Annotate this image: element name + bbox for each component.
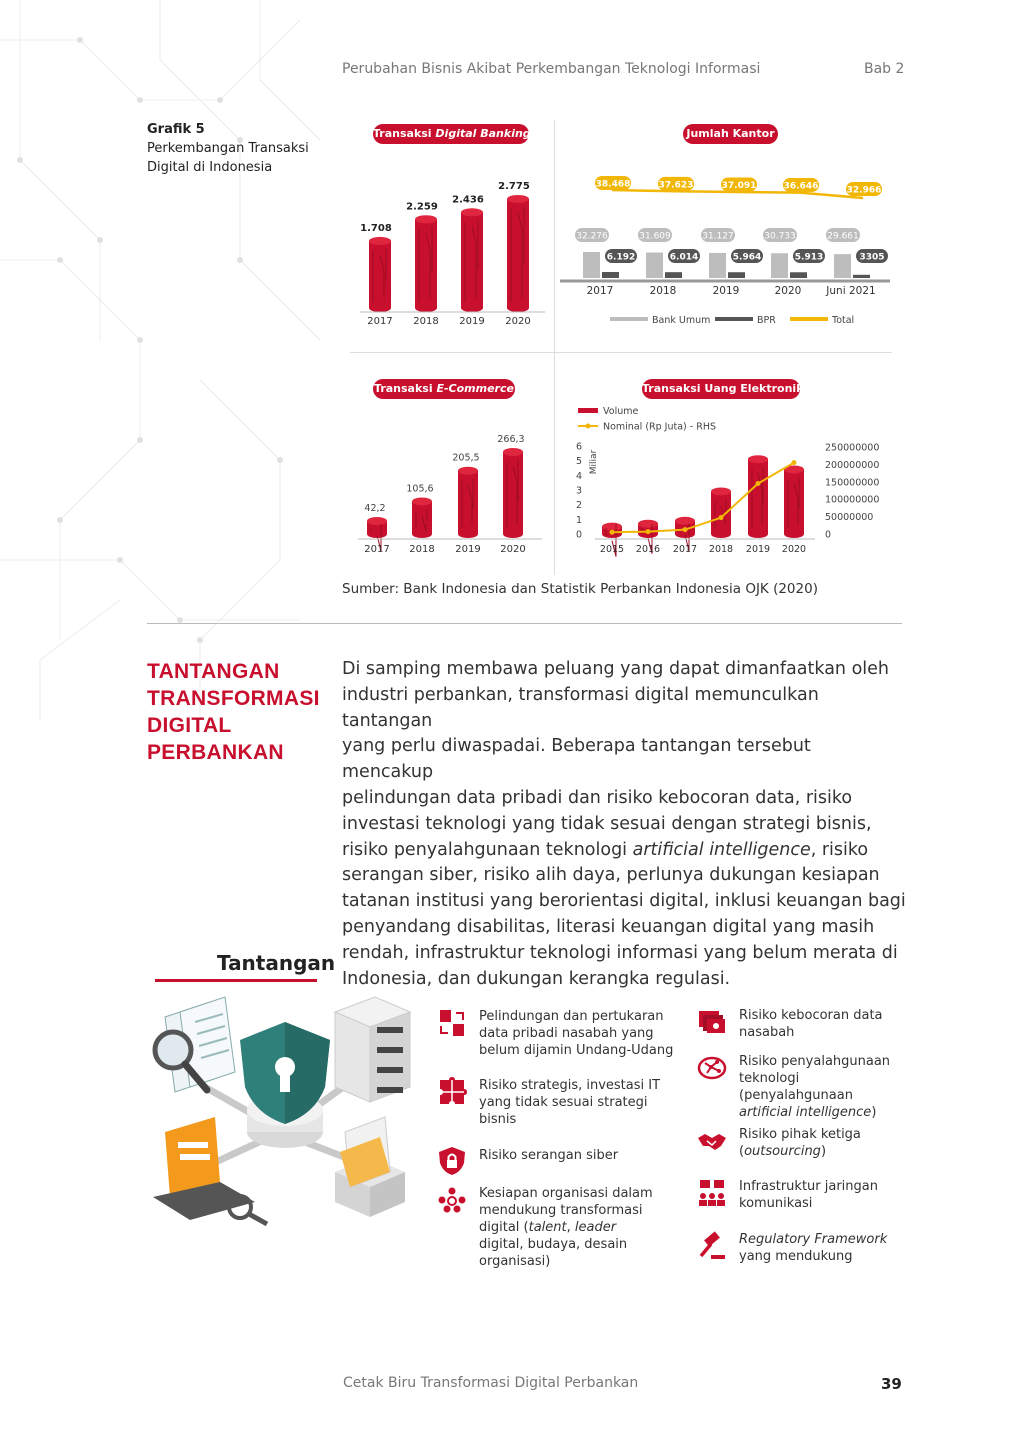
bar-top [461, 208, 483, 216]
challenge-item [437, 1185, 687, 1269]
data-label: 105,6 [406, 483, 434, 495]
bar [711, 487, 731, 538]
bar-bottom [369, 304, 391, 312]
body-line [342, 838, 907, 864]
x-tick-label: 2017 [367, 316, 393, 327]
data-label-bpr: 5.913 [794, 252, 824, 263]
chart-title-italic: Digital Banking [435, 127, 531, 140]
data-label-total: 37.623 [658, 180, 694, 191]
data-label-bpr: 5.964 [732, 252, 762, 263]
bar-bank-umum [834, 254, 851, 278]
bar [503, 448, 523, 538]
challenges-heading-underline [155, 979, 317, 982]
gavel-icon [697, 1231, 727, 1261]
bar [461, 208, 483, 312]
challenge-text: Risiko strategis, investasi IT yang tidak sesuai strategi bisnis [479, 1078, 661, 1127]
legend-label: BPR [757, 315, 776, 326]
body-text-span: , risiko [810, 839, 869, 860]
bar-top [711, 487, 731, 495]
y-tick-label-right: 0 [825, 529, 832, 541]
challenge-text: Risiko kebocoran data nasabah [739, 1008, 883, 1040]
bar-bottom [748, 530, 768, 538]
legend-swatch [610, 317, 648, 321]
bar [415, 215, 437, 312]
data-label-bank-umum: 30.733 [764, 231, 796, 242]
bar-top [675, 517, 695, 525]
text-span: , [566, 1220, 575, 1235]
data-label-total: 32.966 [846, 185, 882, 196]
chart-jumlah-kantor [560, 150, 895, 335]
bar-body [748, 459, 768, 534]
text-span: ) [871, 1105, 877, 1120]
chart-title-uang-elektronik: Transaksi Uang Elektronik [642, 379, 800, 399]
chart-ecommerce [350, 400, 550, 560]
section-title-line: DIGITAL [147, 714, 232, 737]
text-span: Risiko pihak ketiga ( [739, 1127, 861, 1159]
nominal-point [610, 530, 615, 535]
document-search-icon [155, 997, 235, 1092]
security-illustration [145, 992, 420, 1237]
bar-bottom [711, 530, 731, 538]
bar-top [602, 523, 622, 531]
data-label-bank-umum: 31.609 [639, 231, 671, 242]
bar [748, 455, 768, 538]
shield-lock-icon [437, 1146, 467, 1176]
x-tick-label: 2017 [672, 544, 698, 555]
challenge-item [697, 1053, 912, 1120]
data-label-total: 37.091 [721, 181, 757, 192]
figure-source: Sumber: Bank Indonesia dan Statistik Perbankan Indonesia OJK (2020) [342, 581, 818, 597]
bar [784, 465, 804, 538]
bar-bpr [602, 272, 619, 278]
chart-title-text: Transaksi [373, 127, 436, 140]
data-label: 42,2 [364, 503, 386, 515]
bar [458, 467, 478, 538]
chapter-label: Bab 2 [864, 61, 905, 77]
chart-title-text: Transaksi [374, 382, 437, 395]
bar-bottom [458, 530, 478, 538]
legend-swatch [715, 317, 753, 321]
body-line: pelindungan data pribadi dan risiko kebocoran data, risiko [342, 787, 853, 808]
y-tick-label-left: 5 [575, 456, 582, 468]
x-tick-label: 2017 [364, 544, 390, 555]
bar-bottom [461, 304, 483, 312]
y-tick-label-left: 0 [575, 529, 582, 541]
challenge-item [697, 1178, 912, 1218]
data-label: 266,3 [497, 434, 525, 445]
y-tick-label-right: 150000000 [825, 477, 880, 489]
body-line: serangan siber, risiko alih daya, perlunya dukungan kesiapan [342, 865, 880, 886]
nominal-point [719, 515, 724, 520]
bar-bpr [790, 272, 807, 278]
y-tick-label-left: 2 [575, 500, 582, 512]
text-italic: outsourcing [744, 1144, 821, 1159]
chart-title-italic: E-Commerce [436, 382, 514, 395]
chart-title-digital-banking [373, 124, 529, 144]
data-label: 2.436 [452, 194, 484, 206]
data-label-bank-umum: 31.127 [702, 231, 734, 242]
figure-caption [147, 120, 322, 177]
team-icon [437, 1185, 467, 1215]
y-axis-label: Miliar [589, 449, 599, 475]
challenge-item [697, 1231, 912, 1271]
bar-top [458, 467, 478, 475]
bar-bottom [412, 530, 432, 538]
text-span: digital, budaya, desain organisasi) [479, 1237, 628, 1269]
bar-bottom [415, 304, 437, 312]
section-title-line: TRANSFORMASI [147, 687, 320, 710]
chart-divider-horizontal [350, 352, 892, 353]
x-tick-label: Juni 2021 [826, 285, 876, 297]
x-tick-label: 2019 [745, 544, 771, 555]
bar-top [638, 520, 658, 528]
x-tick-label: 2020 [505, 316, 531, 327]
bar-top [369, 237, 391, 245]
footer-book-title: Cetak Biru Transformasi Digital Perbankan [343, 1375, 639, 1391]
text-italic: artificial intelligence [739, 1105, 872, 1120]
data-label-bpr: 3305 [859, 252, 885, 263]
x-tick-label: 2019 [712, 285, 740, 297]
x-tick-label: 2017 [586, 285, 614, 297]
chart-title-jumlah-kantor: Jumlah Kantor [683, 124, 778, 144]
y-tick-label-left: 6 [575, 441, 582, 453]
text-span: yang mendukung [739, 1249, 853, 1264]
challenge-text: Risiko serangan siber [479, 1148, 619, 1163]
text-span: Risiko penyalahgunaan teknologi (penyalahgunaan [739, 1054, 891, 1103]
challenge-text [739, 1053, 909, 1121]
bar-bottom [503, 530, 523, 538]
bar-bank-umum [709, 253, 726, 278]
data-label: 2.775 [498, 180, 530, 192]
bar-body [711, 491, 731, 534]
body-line: penyandang disabilitas, literasi keuangan digital yang masih [342, 916, 875, 937]
y-tick-label-left: 3 [575, 485, 582, 497]
nominal-point [683, 527, 688, 532]
ai-brain-icon [697, 1053, 727, 1083]
data-label: 1.708 [360, 222, 392, 234]
challenge-item [437, 1146, 687, 1176]
bar [507, 195, 529, 312]
figure-caption-text: Perkembangan Transaksi Digital di Indonesia [147, 141, 309, 175]
legend-marker [586, 424, 591, 429]
y-tick-label-left: 4 [575, 470, 582, 482]
section-title [147, 658, 320, 766]
data-label-bank-umum: 32.276 [576, 231, 608, 242]
x-tick-label: 2019 [455, 544, 481, 555]
text-italic: leader [574, 1220, 617, 1235]
text-italic: talent [528, 1220, 567, 1235]
x-tick-label: 2020 [500, 544, 526, 555]
bar-body [507, 199, 529, 308]
bar-body [503, 452, 523, 534]
nominal-point [756, 481, 761, 486]
body-line: rendah, infrastruktur teknologi informasi yang belum merata di [342, 942, 898, 963]
bar [412, 497, 432, 538]
chart-title-ecommerce [373, 379, 515, 399]
x-tick-label: 2020 [774, 285, 802, 297]
nominal-point [792, 460, 797, 465]
x-tick-label: 2016 [635, 544, 661, 555]
x-tick-label: 2018 [649, 285, 677, 297]
body-line: investasi teknologi yang tidak sesuai dengan strategi bisnis, [342, 813, 872, 834]
x-tick-label: 2020 [781, 544, 807, 555]
bar-bpr [665, 272, 682, 278]
bar-top [412, 497, 432, 505]
figure-number: Grafik 5 [147, 122, 205, 137]
section-title-line: TANTANGAN [147, 660, 280, 683]
body-text-span: risiko penyalahgunaan teknologi [342, 839, 633, 860]
bar-bottom [507, 304, 529, 312]
section-divider [147, 623, 902, 624]
data-label: 205,5 [452, 452, 480, 464]
puzzle-icon [437, 1077, 467, 1107]
legend-label: Bank Umum [652, 315, 711, 326]
bar-bank-umum [583, 252, 600, 278]
body-line: Di samping membawa peluang yang dapat dimanfaatkan oleh [342, 659, 889, 679]
bar-top [367, 517, 387, 525]
handshake-icon [697, 1126, 727, 1156]
bar-body [784, 469, 804, 534]
bar-top [507, 195, 529, 203]
y-tick-label-right: 50000000 [825, 512, 874, 524]
legend-label: Total [832, 315, 855, 326]
x-tick-label: 2019 [459, 316, 485, 327]
challenge-item [697, 1126, 912, 1166]
challenge-text [479, 1185, 659, 1270]
challenge-item [697, 1007, 912, 1047]
bar-top [748, 455, 768, 463]
bar-top [415, 215, 437, 223]
body-line: tatanan institusi yang berorientasi digital, inklusi keuangan bagi [342, 891, 906, 912]
bar-bpr [853, 275, 870, 278]
x-tick-label: 2018 [413, 316, 439, 327]
data-label-bpr: 6.014 [669, 252, 699, 263]
bar-top [503, 448, 523, 456]
chart-divider-vertical [554, 120, 555, 575]
bar-body [369, 241, 391, 308]
bar-body [458, 471, 478, 534]
legend-label: Volume [603, 406, 639, 417]
running-header-title: Perubahan Bisnis Akibat Perkembangan Teknologi Informasi [342, 61, 761, 77]
data-label-total: 38.468 [595, 179, 631, 190]
x-tick-label: 2015 [599, 544, 625, 555]
legend-label: Nominal (Rp Juta) - RHS [603, 421, 716, 433]
text-span: ) [820, 1144, 827, 1159]
legend-swatch [790, 317, 828, 321]
chart-uang-elektronik [560, 400, 895, 560]
bar-bank-umum [646, 253, 663, 278]
folder-icon [335, 1117, 405, 1217]
text-italic: Regulatory Framework [739, 1232, 888, 1247]
challenge-text: Pelindungan dan pertukaran data pribadi nasabah yang belum dijamin Undang-Udang [479, 1009, 674, 1058]
y-tick-label-right: 200000000 [825, 459, 880, 471]
challenge-item [437, 1077, 687, 1132]
page-number: 39 [881, 1375, 902, 1393]
x-tick-label: 2018 [409, 544, 435, 555]
shield-keyhole-icon [240, 1022, 330, 1148]
section-title-line: PERBANKAN [147, 741, 284, 764]
bar-bank-umum [771, 253, 788, 278]
data-leak-icon [697, 1007, 727, 1037]
body-text-italic: artificial intelligence [632, 839, 811, 860]
data-label: 2.259 [406, 201, 438, 213]
body-line: yang perlu diwaspadai. Beberapa tantangan tersebut mencakup [342, 736, 811, 783]
bar-body [412, 501, 432, 534]
data-label-bank-umum: 29.661 [827, 231, 859, 242]
legend-swatch [578, 408, 598, 413]
data-label-total: 36.646 [783, 181, 819, 192]
challenge-text [739, 1126, 889, 1160]
challenge-text [739, 1231, 909, 1265]
server-icon [335, 997, 410, 1102]
bar-bottom [784, 530, 804, 538]
data-exchange-icon [437, 1008, 467, 1038]
chart-digital-banking [350, 150, 550, 335]
y-tick-label-right: 250000000 [825, 442, 880, 454]
challenge-item [437, 1008, 687, 1068]
x-tick-label: 2018 [708, 544, 734, 555]
challenges-heading: Tantangan [217, 951, 336, 975]
data-label-bpr: 6.192 [606, 252, 636, 263]
y-tick-label-right: 100000000 [825, 494, 880, 506]
text-span: Kesiapan organisasi dalam mendukung transformasi digital ( [479, 1186, 653, 1235]
network-people-icon [697, 1178, 727, 1208]
challenge-text: Infrastruktur jaringan komunikasi [739, 1179, 878, 1211]
body-line: Indonesia, dan dukungan kerangka regulasi. [342, 968, 731, 989]
bar [369, 237, 391, 312]
section-body [342, 657, 907, 992]
nominal-point [646, 529, 651, 534]
bar-body [415, 219, 437, 308]
y-tick-label-left: 1 [575, 514, 582, 526]
background-network-pattern [0, 0, 330, 720]
bar-bpr [728, 272, 745, 278]
body-line: industri perbankan, transformasi digital memunculkan tantangan [342, 684, 819, 731]
